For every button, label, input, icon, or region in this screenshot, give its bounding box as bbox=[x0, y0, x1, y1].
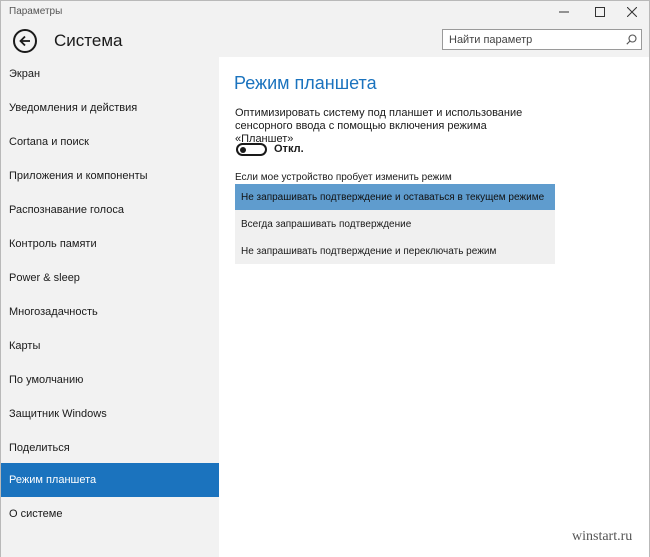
sidebar-item-storage[interactable]: Контроль памяти bbox=[9, 238, 97, 250]
sidebar-nav bbox=[1, 57, 219, 557]
watermark: winstart.ru bbox=[572, 529, 633, 544]
option-keep-current-mode[interactable]: Не запрашивать подтверждение и оставаться в текущем режиме bbox=[235, 184, 555, 210]
arrow-left-icon bbox=[19, 35, 31, 47]
back-button[interactable] bbox=[13, 29, 37, 53]
mode-switch-label: Если мое устройство пробует изменить режим bbox=[235, 172, 452, 183]
app-title: Система bbox=[54, 31, 123, 50]
sidebar-item-power-sleep[interactable]: Power & sleep bbox=[9, 272, 80, 284]
sidebar-item-screen[interactable]: Экран bbox=[9, 68, 41, 80]
sidebar-item-share[interactable]: Поделиться bbox=[9, 442, 70, 454]
sidebar-item-multitasking[interactable]: Многозадачность bbox=[9, 306, 98, 318]
search-icon[interactable] bbox=[626, 34, 637, 45]
search-input[interactable] bbox=[443, 30, 621, 49]
tablet-mode-description: Оптимизировать систему под планшет и использование сенсорного ввода с помощью включения режима «Планшет» bbox=[235, 107, 523, 145]
sidebar-item-defaults[interactable]: По умолчанию bbox=[9, 374, 84, 386]
maximize-icon bbox=[595, 7, 605, 17]
minimize-icon bbox=[559, 7, 569, 17]
search-box[interactable] bbox=[442, 29, 642, 50]
content-pane bbox=[219, 57, 649, 557]
toggle-knob bbox=[240, 147, 246, 153]
sidebar-item-defender[interactable]: Защитник Windows bbox=[9, 408, 107, 420]
title-bar bbox=[1, 1, 649, 23]
minimize-button[interactable] bbox=[547, 1, 581, 23]
option-always-ask[interactable]: Всегда запрашивать подтверждение bbox=[241, 218, 412, 230]
close-button[interactable] bbox=[615, 1, 649, 23]
sidebar-item-about[interactable]: О системе bbox=[9, 508, 63, 520]
sidebar-item-tablet-mode[interactable]: Режим планшета bbox=[1, 463, 219, 497]
sidebar-item-apps[interactable]: Приложения и компоненты bbox=[9, 170, 148, 182]
page-title: Режим планшета bbox=[234, 73, 377, 93]
option-switch-mode[interactable]: Не запрашивать подтверждение и переключать режим bbox=[241, 245, 497, 257]
app-header bbox=[1, 23, 649, 57]
window-title: Параметры bbox=[9, 6, 63, 17]
sidebar-item-cortana[interactable]: Cortana и поиск bbox=[9, 136, 89, 148]
maximize-button[interactable] bbox=[583, 1, 617, 23]
sidebar-item-notifications[interactable]: Уведомления и действия bbox=[9, 102, 138, 114]
tablet-mode-toggle[interactable] bbox=[236, 143, 267, 156]
sidebar-item-maps[interactable]: Карты bbox=[9, 340, 41, 352]
mode-switch-list bbox=[235, 184, 555, 264]
toggle-state-label: Откл. bbox=[274, 143, 304, 155]
sidebar-item-speech[interactable]: Распознавание голоса bbox=[9, 204, 124, 216]
close-icon bbox=[627, 7, 637, 17]
